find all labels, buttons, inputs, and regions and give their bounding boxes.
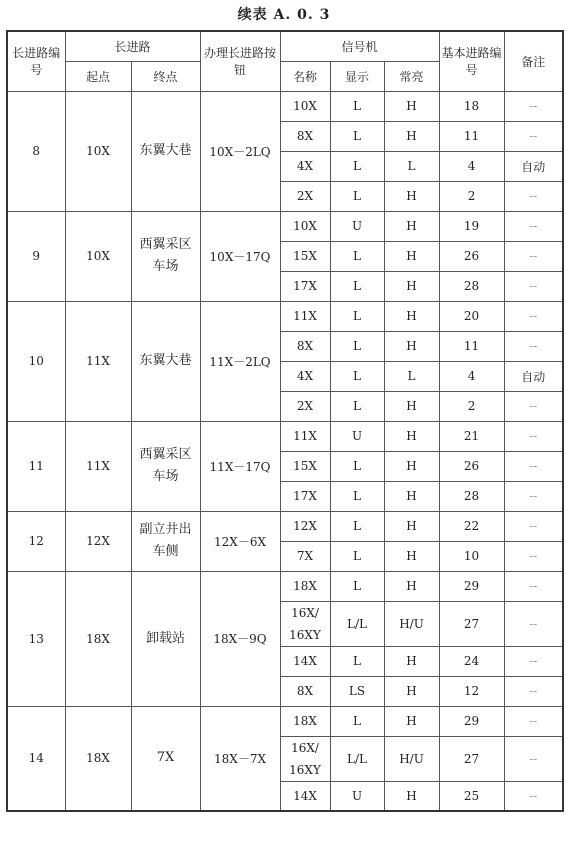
signal-display-cell: L/L (330, 601, 384, 646)
header-button: 办理长进路按钮 (200, 31, 280, 91)
remark-cell: -- (504, 676, 563, 706)
signal-display-cell: L (330, 571, 384, 601)
signal-display-cell: L (330, 511, 384, 541)
basic-route-no-cell: 29 (439, 571, 504, 601)
basic-route-no-cell: 18 (439, 91, 504, 121)
remark-cell: -- (504, 481, 563, 511)
route-no-cell: 14 (7, 706, 65, 811)
signal-display-cell: L (330, 121, 384, 151)
signal-display-cell: L (330, 91, 384, 121)
basic-route-no-cell: 2 (439, 391, 504, 421)
end-cell: 东翼大巷 (131, 301, 200, 421)
signal-display-cell: U (330, 421, 384, 451)
signal-name-cell: 2X (280, 391, 330, 421)
signal-steady-cell: H (384, 481, 439, 511)
signal-name-cell: 8X (280, 331, 330, 361)
signal-name-cell: 14X (280, 646, 330, 676)
remark-cell: -- (504, 421, 563, 451)
signal-display-cell: L (330, 481, 384, 511)
table-row (7, 706, 563, 736)
signal-steady-cell: L (384, 151, 439, 181)
header-display: 显示 (330, 61, 384, 91)
signal-display-cell: L (330, 271, 384, 301)
start-cell: 18X (65, 571, 131, 706)
remark-cell: -- (504, 541, 563, 571)
basic-route-no-cell: 27 (439, 601, 504, 646)
signal-display-cell: U (330, 211, 384, 241)
signal-name-cell: 17X (280, 271, 330, 301)
basic-route-no-cell: 11 (439, 331, 504, 361)
end-cell: 东翼大巷 (131, 91, 200, 211)
signal-steady-cell: H (384, 511, 439, 541)
remark-cell: -- (504, 781, 563, 811)
signal-display-cell: U (330, 781, 384, 811)
signal-steady-cell: H (384, 421, 439, 451)
route-no-cell: 11 (7, 421, 65, 511)
signal-name-cell: 2X (280, 181, 330, 211)
end-cell: 副立井出 车侧 (131, 511, 200, 571)
remark-cell: 自动 (504, 151, 563, 181)
remark-cell: -- (504, 646, 563, 676)
header-end: 终点 (131, 61, 200, 91)
signal-name-cell: 11X (280, 301, 330, 331)
remark-cell: -- (504, 211, 563, 241)
signal-steady-cell: H (384, 121, 439, 151)
header-remark: 备注 (504, 31, 563, 91)
signal-display-cell: L (330, 241, 384, 271)
basic-route-no-cell: 4 (439, 361, 504, 391)
table-row (7, 511, 563, 541)
table-caption: 续表 A. 0. 3 (237, 7, 331, 23)
start-cell: 18X (65, 706, 131, 811)
signal-name-cell: 12X (280, 511, 330, 541)
signal-steady-cell: H (384, 451, 439, 481)
signal-display-cell: L (330, 646, 384, 676)
signal-display-cell: L (330, 151, 384, 181)
signal-steady-cell: L (384, 361, 439, 391)
remark-cell: -- (504, 301, 563, 331)
basic-route-no-cell: 21 (439, 421, 504, 451)
basic-route-no-cell: 26 (439, 451, 504, 481)
remark-cell: -- (504, 91, 563, 121)
basic-route-no-cell: 12 (439, 676, 504, 706)
signal-name-cell: 18X (280, 571, 330, 601)
signal-name-cell: 4X (280, 361, 330, 391)
header-basic-no: 基本进路编号 (439, 31, 504, 91)
signal-display-cell: L (330, 391, 384, 421)
signal-steady-cell: H (384, 211, 439, 241)
basic-route-no-cell: 19 (439, 211, 504, 241)
route-no-cell: 9 (7, 211, 65, 301)
table-row (7, 571, 563, 601)
signal-display-cell: L (330, 361, 384, 391)
table-row (7, 301, 563, 331)
basic-route-no-cell: 29 (439, 706, 504, 736)
signal-display-cell: L (330, 331, 384, 361)
remark-cell: -- (504, 181, 563, 211)
signal-name-cell: 14X (280, 781, 330, 811)
signal-steady-cell: H (384, 241, 439, 271)
route-no-cell: 10 (7, 301, 65, 421)
signal-steady-cell: H (384, 391, 439, 421)
signal-steady-cell: H (384, 271, 439, 301)
signal-steady-cell: H (384, 571, 439, 601)
route-no-cell: 8 (7, 91, 65, 211)
remark-cell: -- (504, 511, 563, 541)
basic-route-no-cell: 25 (439, 781, 504, 811)
signal-display-cell: L (330, 451, 384, 481)
end-cell: 7X (131, 706, 200, 811)
remark-cell: -- (504, 121, 563, 151)
start-cell: 10X (65, 91, 131, 211)
signal-name-cell: 11X (280, 421, 330, 451)
signal-steady-cell: H (384, 91, 439, 121)
signal-name-cell: 8X (280, 676, 330, 706)
header-route: 长进路 (65, 31, 200, 61)
remark-cell: -- (504, 451, 563, 481)
remark-cell: -- (504, 241, 563, 271)
basic-route-no-cell: 26 (439, 241, 504, 271)
basic-route-no-cell: 20 (439, 301, 504, 331)
remark-cell: -- (504, 736, 563, 781)
header-name: 名称 (280, 61, 330, 91)
table-row (7, 211, 563, 241)
button-cell: 10X－17Q (200, 211, 280, 301)
signal-steady-cell: H (384, 301, 439, 331)
table-row (7, 421, 563, 451)
signal-steady-cell: H (384, 676, 439, 706)
remark-cell: -- (504, 331, 563, 361)
signal-steady-cell: H/U (384, 601, 439, 646)
remark-cell: -- (504, 601, 563, 646)
signal-display-cell: L (330, 301, 384, 331)
signal-display-cell: L (330, 541, 384, 571)
end-cell: 西翼采区 车场 (131, 421, 200, 511)
signal-steady-cell: H (384, 541, 439, 571)
basic-route-no-cell: 28 (439, 481, 504, 511)
table-body (7, 91, 563, 811)
start-cell: 10X (65, 211, 131, 301)
signal-name-cell: 8X (280, 121, 330, 151)
basic-route-no-cell: 4 (439, 151, 504, 181)
start-cell: 12X (65, 511, 131, 571)
button-cell: 12X－6X (200, 511, 280, 571)
signal-display-cell: L/L (330, 736, 384, 781)
basic-route-no-cell: 11 (439, 121, 504, 151)
remark-cell: -- (504, 271, 563, 301)
signal-name-cell: 10X (280, 211, 330, 241)
header-steady: 常亮 (384, 61, 439, 91)
basic-route-no-cell: 28 (439, 271, 504, 301)
signal-steady-cell: H/U (384, 736, 439, 781)
signal-steady-cell: H (384, 331, 439, 361)
end-cell: 西翼采区 车场 (131, 211, 200, 301)
basic-route-no-cell: 27 (439, 736, 504, 781)
basic-route-no-cell: 24 (439, 646, 504, 676)
signal-steady-cell: H (384, 181, 439, 211)
signal-display-cell: L (330, 706, 384, 736)
button-cell: 18X－9Q (200, 571, 280, 706)
signal-name-cell: 17X (280, 481, 330, 511)
header-start: 起点 (65, 61, 131, 91)
header-route-no: 长进路编号 (7, 31, 65, 91)
remark-cell: -- (504, 571, 563, 601)
basic-route-no-cell: 22 (439, 511, 504, 541)
signal-steady-cell: H (384, 646, 439, 676)
signal-name-cell: 18X (280, 706, 330, 736)
end-cell: 卸载站 (131, 571, 200, 706)
button-cell: 10X－2LQ (200, 91, 280, 211)
basic-route-no-cell: 10 (439, 541, 504, 571)
signal-display-cell: LS (330, 676, 384, 706)
route-no-cell: 13 (7, 571, 65, 706)
button-cell: 11X－2LQ (200, 301, 280, 421)
start-cell: 11X (65, 301, 131, 421)
signal-name-cell: 16X/ 16XY (280, 736, 330, 781)
signal-steady-cell: H (384, 781, 439, 811)
basic-route-no-cell: 2 (439, 181, 504, 211)
table-row (7, 91, 563, 121)
signal-steady-cell: H (384, 706, 439, 736)
header-signal: 信号机 (280, 31, 439, 61)
signal-name-cell: 7X (280, 541, 330, 571)
signal-name-cell: 16X/ 16XY (280, 601, 330, 646)
signal-display-cell: L (330, 181, 384, 211)
signal-name-cell: 15X (280, 451, 330, 481)
signal-name-cell: 4X (280, 151, 330, 181)
route-table (6, 30, 564, 812)
remark-cell: -- (504, 706, 563, 736)
button-cell: 18X－7X (200, 706, 280, 811)
route-no-cell: 12 (7, 511, 65, 571)
remark-cell: -- (504, 391, 563, 421)
remark-cell: 自动 (504, 361, 563, 391)
signal-name-cell: 15X (280, 241, 330, 271)
button-cell: 11X－17Q (200, 421, 280, 511)
start-cell: 11X (65, 421, 131, 511)
signal-name-cell: 10X (280, 91, 330, 121)
